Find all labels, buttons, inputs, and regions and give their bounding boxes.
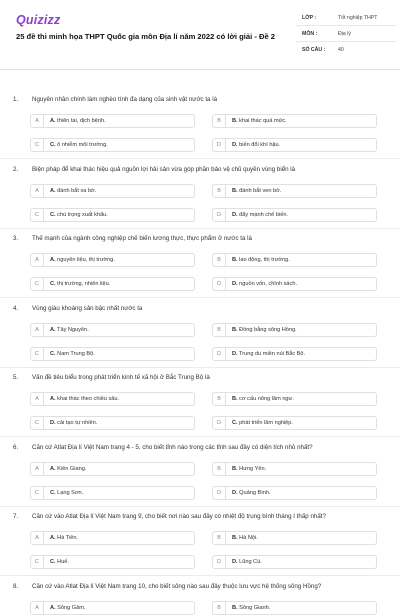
option-text — [50, 278, 110, 290]
option-text — [232, 602, 270, 614]
option-answer: đánh bắt xa bờ. — [57, 188, 97, 194]
option-prefix: A. — [50, 118, 56, 124]
option-answer: thiên tai, dịch bệnh. — [57, 118, 106, 124]
option-prefix: C. — [50, 142, 56, 148]
question-divider — [0, 436, 400, 437]
option-c[interactable] — [30, 277, 195, 291]
option-prefix: B. — [232, 535, 238, 541]
option-letter: B — [213, 254, 226, 266]
question-text: Biện pháp để khai thác hiệu quả nguồn lợi hải sản vừa góp phần bảo vệ chủ quyền vùng biển là — [32, 166, 296, 173]
meta-row-question-count — [296, 42, 396, 58]
option-answer: Sông Gâm. — [57, 605, 86, 611]
option-answer: Đồng bằng sông Hồng. — [239, 327, 297, 333]
question-divider — [0, 297, 400, 298]
option-prefix: D. — [232, 490, 238, 496]
option-text — [232, 115, 287, 127]
question-number: 3. — [13, 235, 19, 242]
question-divider — [0, 158, 400, 159]
meta-label: SỐ CÂU : — [302, 47, 326, 53]
option-prefix: C. — [50, 281, 56, 287]
option-letter: C — [31, 417, 44, 429]
option-b[interactable] — [212, 531, 377, 545]
option-text — [50, 556, 69, 568]
option-text — [232, 254, 290, 266]
option-d[interactable] — [212, 486, 377, 500]
option-prefix: C. — [50, 212, 56, 218]
option-text — [232, 324, 297, 336]
question-text: Vấn đề tiêu biểu trong phát triển kinh tế xã hội ở Bắc Trung Bộ là — [32, 374, 210, 381]
option-letter: A — [31, 254, 44, 266]
option-text — [232, 348, 305, 360]
option-b[interactable] — [212, 114, 377, 128]
option-letter: C — [31, 556, 44, 568]
option-c[interactable] — [30, 416, 195, 430]
question-text: Thế mạnh của ngành công nghiệp chế biến lương thực, thực phẩm ở nước ta là — [32, 235, 252, 242]
option-answer: Hà Nội. — [239, 535, 258, 541]
option-prefix: C. — [232, 420, 238, 426]
option-prefix: A. — [50, 188, 56, 194]
option-text — [50, 348, 95, 360]
question-number: 7. — [13, 513, 19, 520]
option-answer: Lạng Sơn. — [57, 490, 84, 496]
option-prefix: B. — [232, 327, 238, 333]
option-answer: khai thác quá mức. — [239, 118, 287, 124]
option-prefix: A. — [50, 257, 56, 263]
option-prefix: C. — [50, 559, 56, 565]
option-letter: D — [213, 348, 226, 360]
option-a[interactable] — [30, 601, 195, 615]
option-text — [232, 393, 294, 405]
option-text — [50, 487, 83, 499]
option-text — [232, 487, 271, 499]
option-prefix: A. — [50, 535, 56, 541]
option-d[interactable] — [212, 555, 377, 569]
option-answer: thị trường, nhiên liệu. — [57, 281, 111, 287]
option-answer: Sông Gianh. — [239, 605, 271, 611]
option-prefix: B. — [232, 466, 238, 472]
option-prefix: B. — [232, 396, 238, 402]
option-text — [50, 417, 97, 429]
option-letter: A — [31, 463, 44, 475]
option-text — [50, 115, 106, 127]
option-c[interactable] — [30, 138, 195, 152]
option-letter: C — [31, 487, 44, 499]
option-answer: biến đổi khí hậu. — [239, 142, 281, 148]
option-c[interactable] — [30, 555, 195, 569]
option-a[interactable] — [30, 253, 195, 267]
option-answer: đánh bắt ven bờ. — [239, 188, 282, 194]
option-d[interactable] — [212, 138, 377, 152]
option-answer: ô nhiễm môi trường. — [57, 142, 108, 148]
option-answer: đẩy mạnh chế biến. — [239, 212, 288, 218]
option-letter: C — [31, 209, 44, 221]
option-letter: B — [213, 393, 226, 405]
option-answer: Hà Tiên. — [57, 535, 78, 541]
option-letter: A — [31, 532, 44, 544]
option-text — [50, 463, 86, 475]
question-text: Căn cứ Atlat Địa lí Việt Nam trang 4 - 5, cho biết tỉnh nào trong các tỉnh sau đây có diện tích nhỏ nhất? — [32, 444, 313, 451]
option-answer: Quảng Bình. — [239, 490, 271, 496]
option-prefix: C. — [50, 490, 56, 496]
option-answer: Hưng Yên. — [239, 466, 267, 472]
option-prefix: D. — [232, 142, 238, 148]
option-letter: B — [213, 463, 226, 475]
option-b[interactable] — [212, 392, 377, 406]
option-letter: D — [213, 278, 226, 290]
option-text — [50, 393, 119, 405]
question-number: 5. — [13, 374, 19, 381]
option-prefix: B. — [232, 188, 238, 194]
option-b[interactable] — [212, 462, 377, 476]
option-prefix: D. — [232, 281, 238, 287]
option-text — [232, 417, 293, 429]
option-letter: D — [213, 487, 226, 499]
option-text — [232, 185, 281, 197]
option-answer: Tây Nguyên. — [57, 327, 89, 333]
question-divider — [0, 367, 400, 368]
question-text: Vùng giàu khoáng sản bậc nhất nước ta — [32, 305, 143, 312]
option-a[interactable] — [30, 392, 195, 406]
option-b[interactable] — [212, 184, 377, 198]
option-text — [232, 139, 280, 151]
option-c[interactable] — [30, 208, 195, 222]
option-text — [50, 185, 96, 197]
option-letter: A — [31, 185, 44, 197]
option-letter: C — [31, 139, 44, 151]
meta-row-class — [296, 10, 396, 26]
meta-value: 40 — [338, 47, 344, 53]
question-number: 6. — [13, 444, 19, 451]
option-letter: B — [213, 532, 226, 544]
option-answer: phát triển lâm nghiệp. — [239, 420, 293, 426]
question-text: Nguyên nhân chính làm nghèo tính đa dạng của sinh vật nước ta là — [32, 96, 218, 103]
option-letter: A — [31, 393, 44, 405]
option-b[interactable] — [212, 323, 377, 337]
option-answer: Kiên Giang. — [57, 466, 87, 472]
meta-value: Địa lý — [338, 30, 351, 37]
option-text — [50, 324, 89, 336]
option-answer: cơ cấu nông lâm ngư. — [239, 396, 294, 402]
option-letter: B — [213, 324, 226, 336]
meta-info — [296, 10, 396, 58]
option-prefix: A. — [50, 396, 56, 402]
option-answer: cải tạo tự nhiên. — [57, 420, 98, 426]
question-text: Căn cứ vào Atlat Địa lí Việt Nam trang 10, cho biết sông nào sau đây thuộc lưu vực hệ thống sông Hồng? — [32, 583, 322, 590]
option-letter: B — [213, 185, 226, 197]
option-c[interactable] — [30, 486, 195, 500]
question-number: 8. — [13, 583, 19, 590]
option-a[interactable] — [30, 114, 195, 128]
option-answer: khai thác theo chiều sâu. — [57, 396, 120, 402]
option-prefix: B. — [232, 118, 238, 124]
option-text — [50, 254, 115, 266]
question-number: 4. — [13, 305, 19, 312]
option-prefix: D. — [232, 559, 238, 565]
option-letter: C — [31, 348, 44, 360]
option-answer: Huế. — [57, 559, 69, 565]
option-letter: D — [213, 417, 226, 429]
option-d[interactable] — [212, 277, 377, 291]
option-letter: C — [31, 278, 44, 290]
option-prefix: A. — [50, 466, 56, 472]
option-answer: nguyên liệu, thị trường. — [57, 257, 115, 263]
option-text — [50, 139, 108, 151]
option-answer: Trung du miền núi Bắc Bộ. — [239, 351, 306, 357]
question-divider — [0, 575, 400, 576]
quizizz-logo: Quizizz — [16, 13, 61, 27]
meta-label: MÔN : — [302, 30, 318, 37]
option-a[interactable] — [30, 531, 195, 545]
option-answer: Lũng Cú. — [239, 559, 262, 565]
option-prefix: B. — [232, 605, 238, 611]
option-text — [50, 602, 85, 614]
question-divider — [0, 228, 400, 229]
option-letter: D — [213, 209, 226, 221]
option-a[interactable] — [30, 184, 195, 198]
option-letter: A — [31, 602, 44, 614]
question-divider — [0, 506, 400, 507]
option-answer: nguồn vốn, chính sách. — [239, 281, 298, 287]
option-text — [232, 278, 297, 290]
option-letter: B — [213, 602, 226, 614]
document-title: 25 đề thi minh họa THPT Quốc gia môn Địa lí năm 2022 có lời giải - Đề 2 — [16, 32, 275, 41]
option-text — [50, 532, 78, 544]
option-a[interactable] — [30, 462, 195, 476]
document-header — [0, 0, 400, 70]
option-prefix: D. — [232, 212, 238, 218]
option-c[interactable] — [30, 347, 195, 361]
option-d[interactable] — [212, 208, 377, 222]
option-text — [50, 209, 108, 221]
question-number: 1. — [13, 96, 19, 103]
question-text: Căn cứ vào Atlat Địa lí Việt Nam trang 9, cho biết nơi nào sau đây có nhiệt độ trung bình tháng I thấp nhất? — [32, 513, 326, 520]
question-number: 2. — [13, 166, 19, 173]
option-answer: lao động, thị trường. — [239, 257, 290, 263]
option-prefix: D. — [232, 351, 238, 357]
option-prefix: A. — [50, 605, 56, 611]
option-a[interactable] — [30, 323, 195, 337]
meta-label: LỚP : — [302, 14, 317, 21]
option-letter: A — [31, 324, 44, 336]
option-letter: A — [31, 115, 44, 127]
option-prefix: C. — [50, 351, 56, 357]
option-d[interactable] — [212, 416, 377, 430]
option-prefix: B. — [232, 257, 238, 263]
option-text — [232, 532, 258, 544]
option-b[interactable] — [212, 253, 377, 267]
option-letter: D — [213, 139, 226, 151]
option-b[interactable] — [212, 601, 377, 615]
option-prefix: A. — [50, 327, 56, 333]
option-prefix: D. — [50, 420, 56, 426]
option-letter: D — [213, 556, 226, 568]
option-answer: chú trọng xuất khẩu. — [57, 212, 108, 218]
option-answer: Nam Trung Bộ. — [57, 351, 95, 357]
meta-value: Tốt nghiệp THPT — [338, 14, 378, 21]
meta-row-subject — [296, 26, 396, 42]
option-text — [232, 556, 262, 568]
option-d[interactable] — [212, 347, 377, 361]
option-text — [232, 463, 266, 475]
option-text — [232, 209, 288, 221]
option-letter: B — [213, 115, 226, 127]
